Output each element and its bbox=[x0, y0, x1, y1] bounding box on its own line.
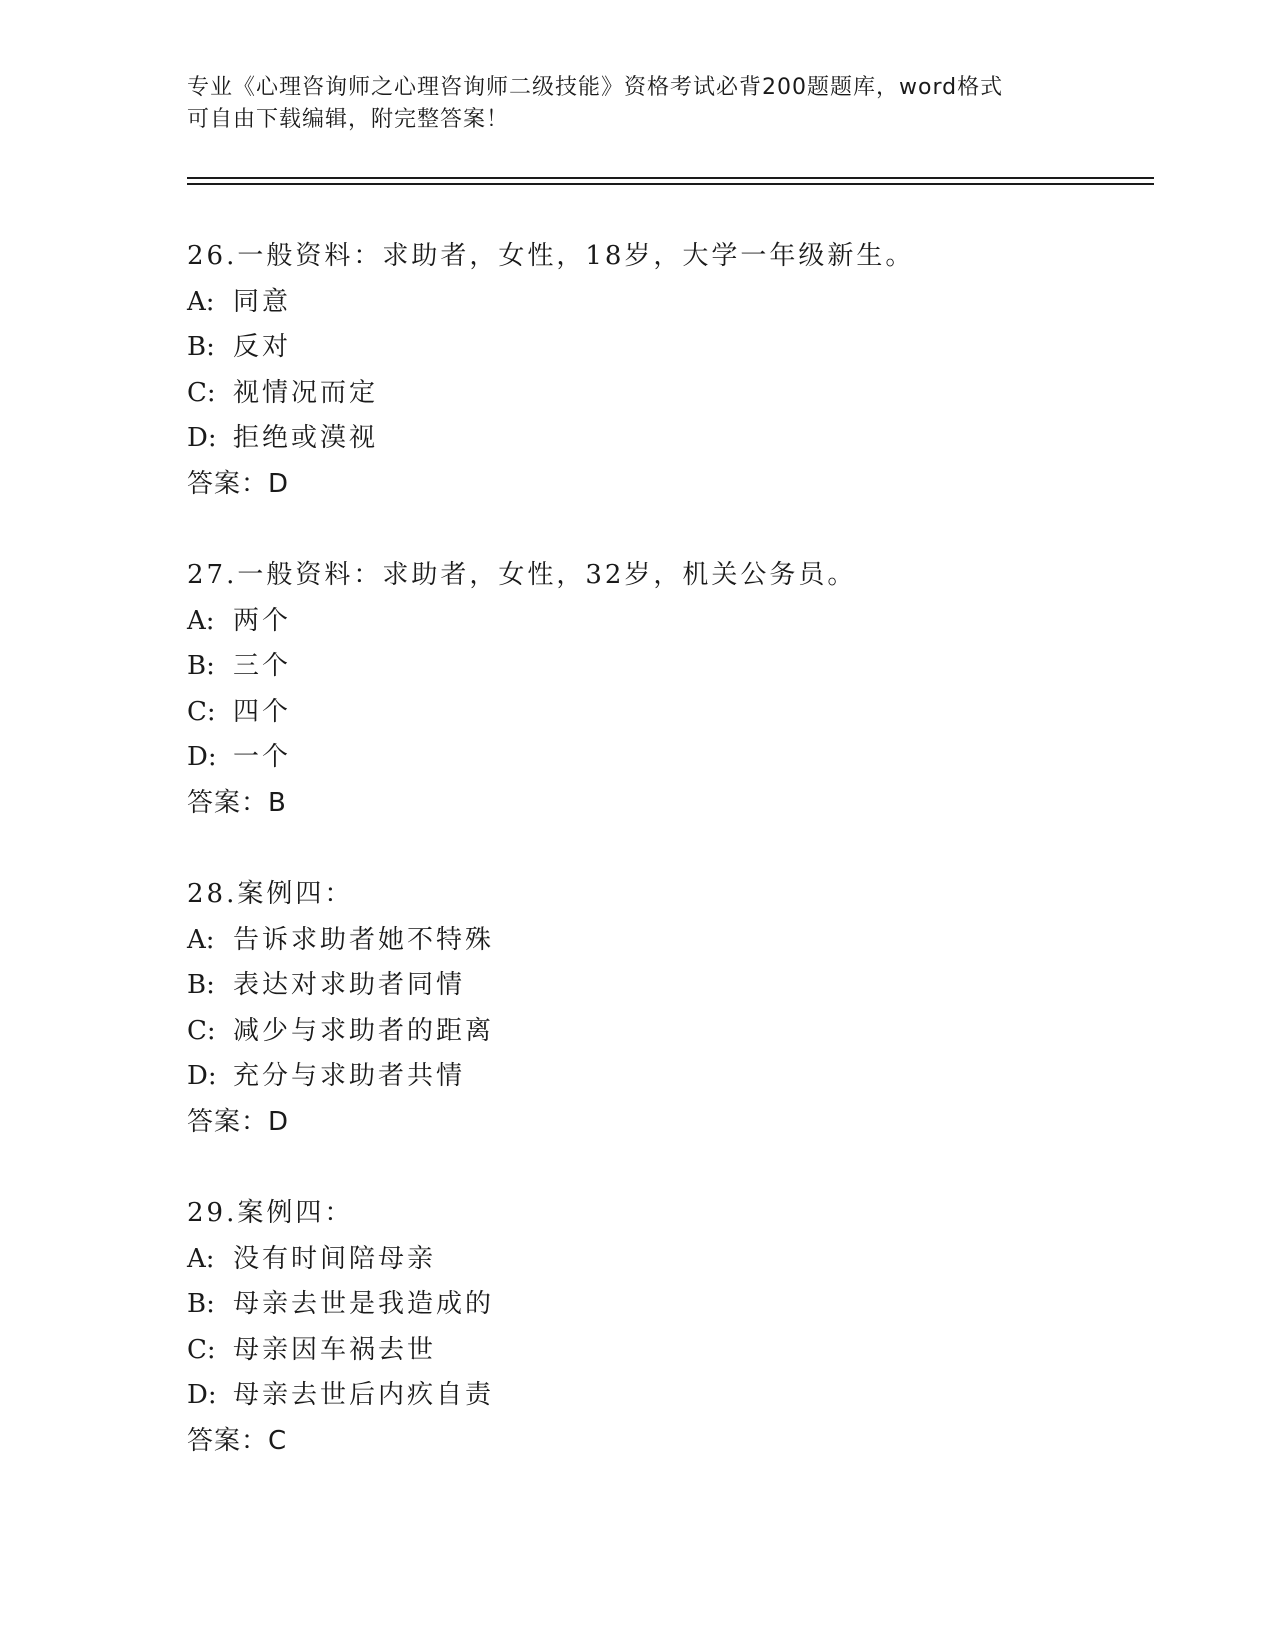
option-text: 四个 bbox=[233, 696, 292, 727]
option-text: 两个 bbox=[233, 605, 292, 636]
option-letter: A: bbox=[187, 1243, 215, 1274]
option-a bbox=[187, 918, 1137, 964]
option-text: 视情况而定 bbox=[233, 377, 379, 408]
question-29 bbox=[187, 1191, 1137, 1465]
option-letter: D: bbox=[187, 742, 217, 773]
option-d bbox=[187, 1054, 1137, 1100]
option-c bbox=[187, 1328, 1137, 1374]
option-letter: B: bbox=[187, 651, 215, 682]
answer-line: 答案：D bbox=[187, 1106, 290, 1137]
option-letter: D: bbox=[187, 423, 217, 454]
option-letter: A: bbox=[187, 605, 215, 636]
option-a bbox=[187, 280, 1137, 326]
option-letter: B: bbox=[187, 1289, 215, 1320]
answer-line: 答案：B bbox=[187, 787, 287, 818]
option-text: 母亲去世是我造成的 bbox=[233, 1289, 495, 1320]
option-text: 母亲因车祸去世 bbox=[233, 1334, 437, 1365]
option-letter: C: bbox=[187, 1015, 216, 1046]
option-text: 同意 bbox=[233, 286, 292, 317]
header-title-line-1: 专业《心理咨询师之心理咨询师二级技能》资格考试必背200题题库，word格式 bbox=[187, 75, 1004, 100]
option-text: 反对 bbox=[233, 332, 292, 363]
answer-line: 答案：D bbox=[187, 468, 290, 499]
option-b bbox=[187, 1282, 1137, 1328]
header-divider-top bbox=[187, 177, 1154, 179]
option-letter: B: bbox=[187, 970, 215, 1001]
header-divider-bottom bbox=[187, 183, 1154, 185]
header-title-line-2: 可自由下载编辑，附完整答案！ bbox=[187, 107, 510, 132]
option-c bbox=[187, 1009, 1137, 1055]
option-letter: D: bbox=[187, 1380, 217, 1411]
option-c bbox=[187, 371, 1137, 417]
option-letter: C: bbox=[187, 1334, 216, 1365]
question-26 bbox=[187, 234, 1137, 508]
question-stem: 29.案例四： bbox=[187, 1198, 354, 1228]
option-b bbox=[187, 325, 1137, 371]
option-text: 母亲去世后内疚自责 bbox=[233, 1380, 495, 1411]
option-b bbox=[187, 644, 1137, 690]
option-letter: C: bbox=[187, 696, 216, 727]
option-text: 充分与求助者共情 bbox=[233, 1061, 466, 1092]
option-d bbox=[187, 735, 1137, 781]
option-text: 表达对求助者同情 bbox=[233, 970, 466, 1001]
question-stem: 27.一般资料：求助者，女性，32岁，机关公务员。 bbox=[187, 560, 857, 590]
option-text: 告诉求助者她不特殊 bbox=[233, 924, 495, 955]
document-header bbox=[187, 72, 1087, 136]
option-letter: D: bbox=[187, 1061, 217, 1092]
option-letter: B: bbox=[187, 332, 215, 363]
option-a bbox=[187, 599, 1137, 645]
option-letter: C: bbox=[187, 377, 216, 408]
option-b bbox=[187, 963, 1137, 1009]
question-27 bbox=[187, 553, 1137, 827]
option-letter: A: bbox=[187, 286, 215, 317]
option-c bbox=[187, 690, 1137, 736]
option-text: 拒绝或漠视 bbox=[233, 423, 379, 454]
option-d bbox=[187, 416, 1137, 462]
option-letter: A: bbox=[187, 924, 215, 955]
option-d bbox=[187, 1373, 1137, 1419]
option-text: 三个 bbox=[233, 651, 292, 682]
option-a bbox=[187, 1237, 1137, 1283]
option-text: 没有时间陪母亲 bbox=[233, 1243, 437, 1274]
question-stem: 26.一般资料：求助者，女性，18岁，大学一年级新生。 bbox=[187, 241, 915, 271]
question-stem: 28.案例四： bbox=[187, 879, 354, 909]
answer-line: 答案：C bbox=[187, 1425, 288, 1456]
option-text: 减少与求助者的距离 bbox=[233, 1015, 495, 1046]
question-28 bbox=[187, 872, 1137, 1146]
option-text: 一个 bbox=[233, 742, 292, 773]
